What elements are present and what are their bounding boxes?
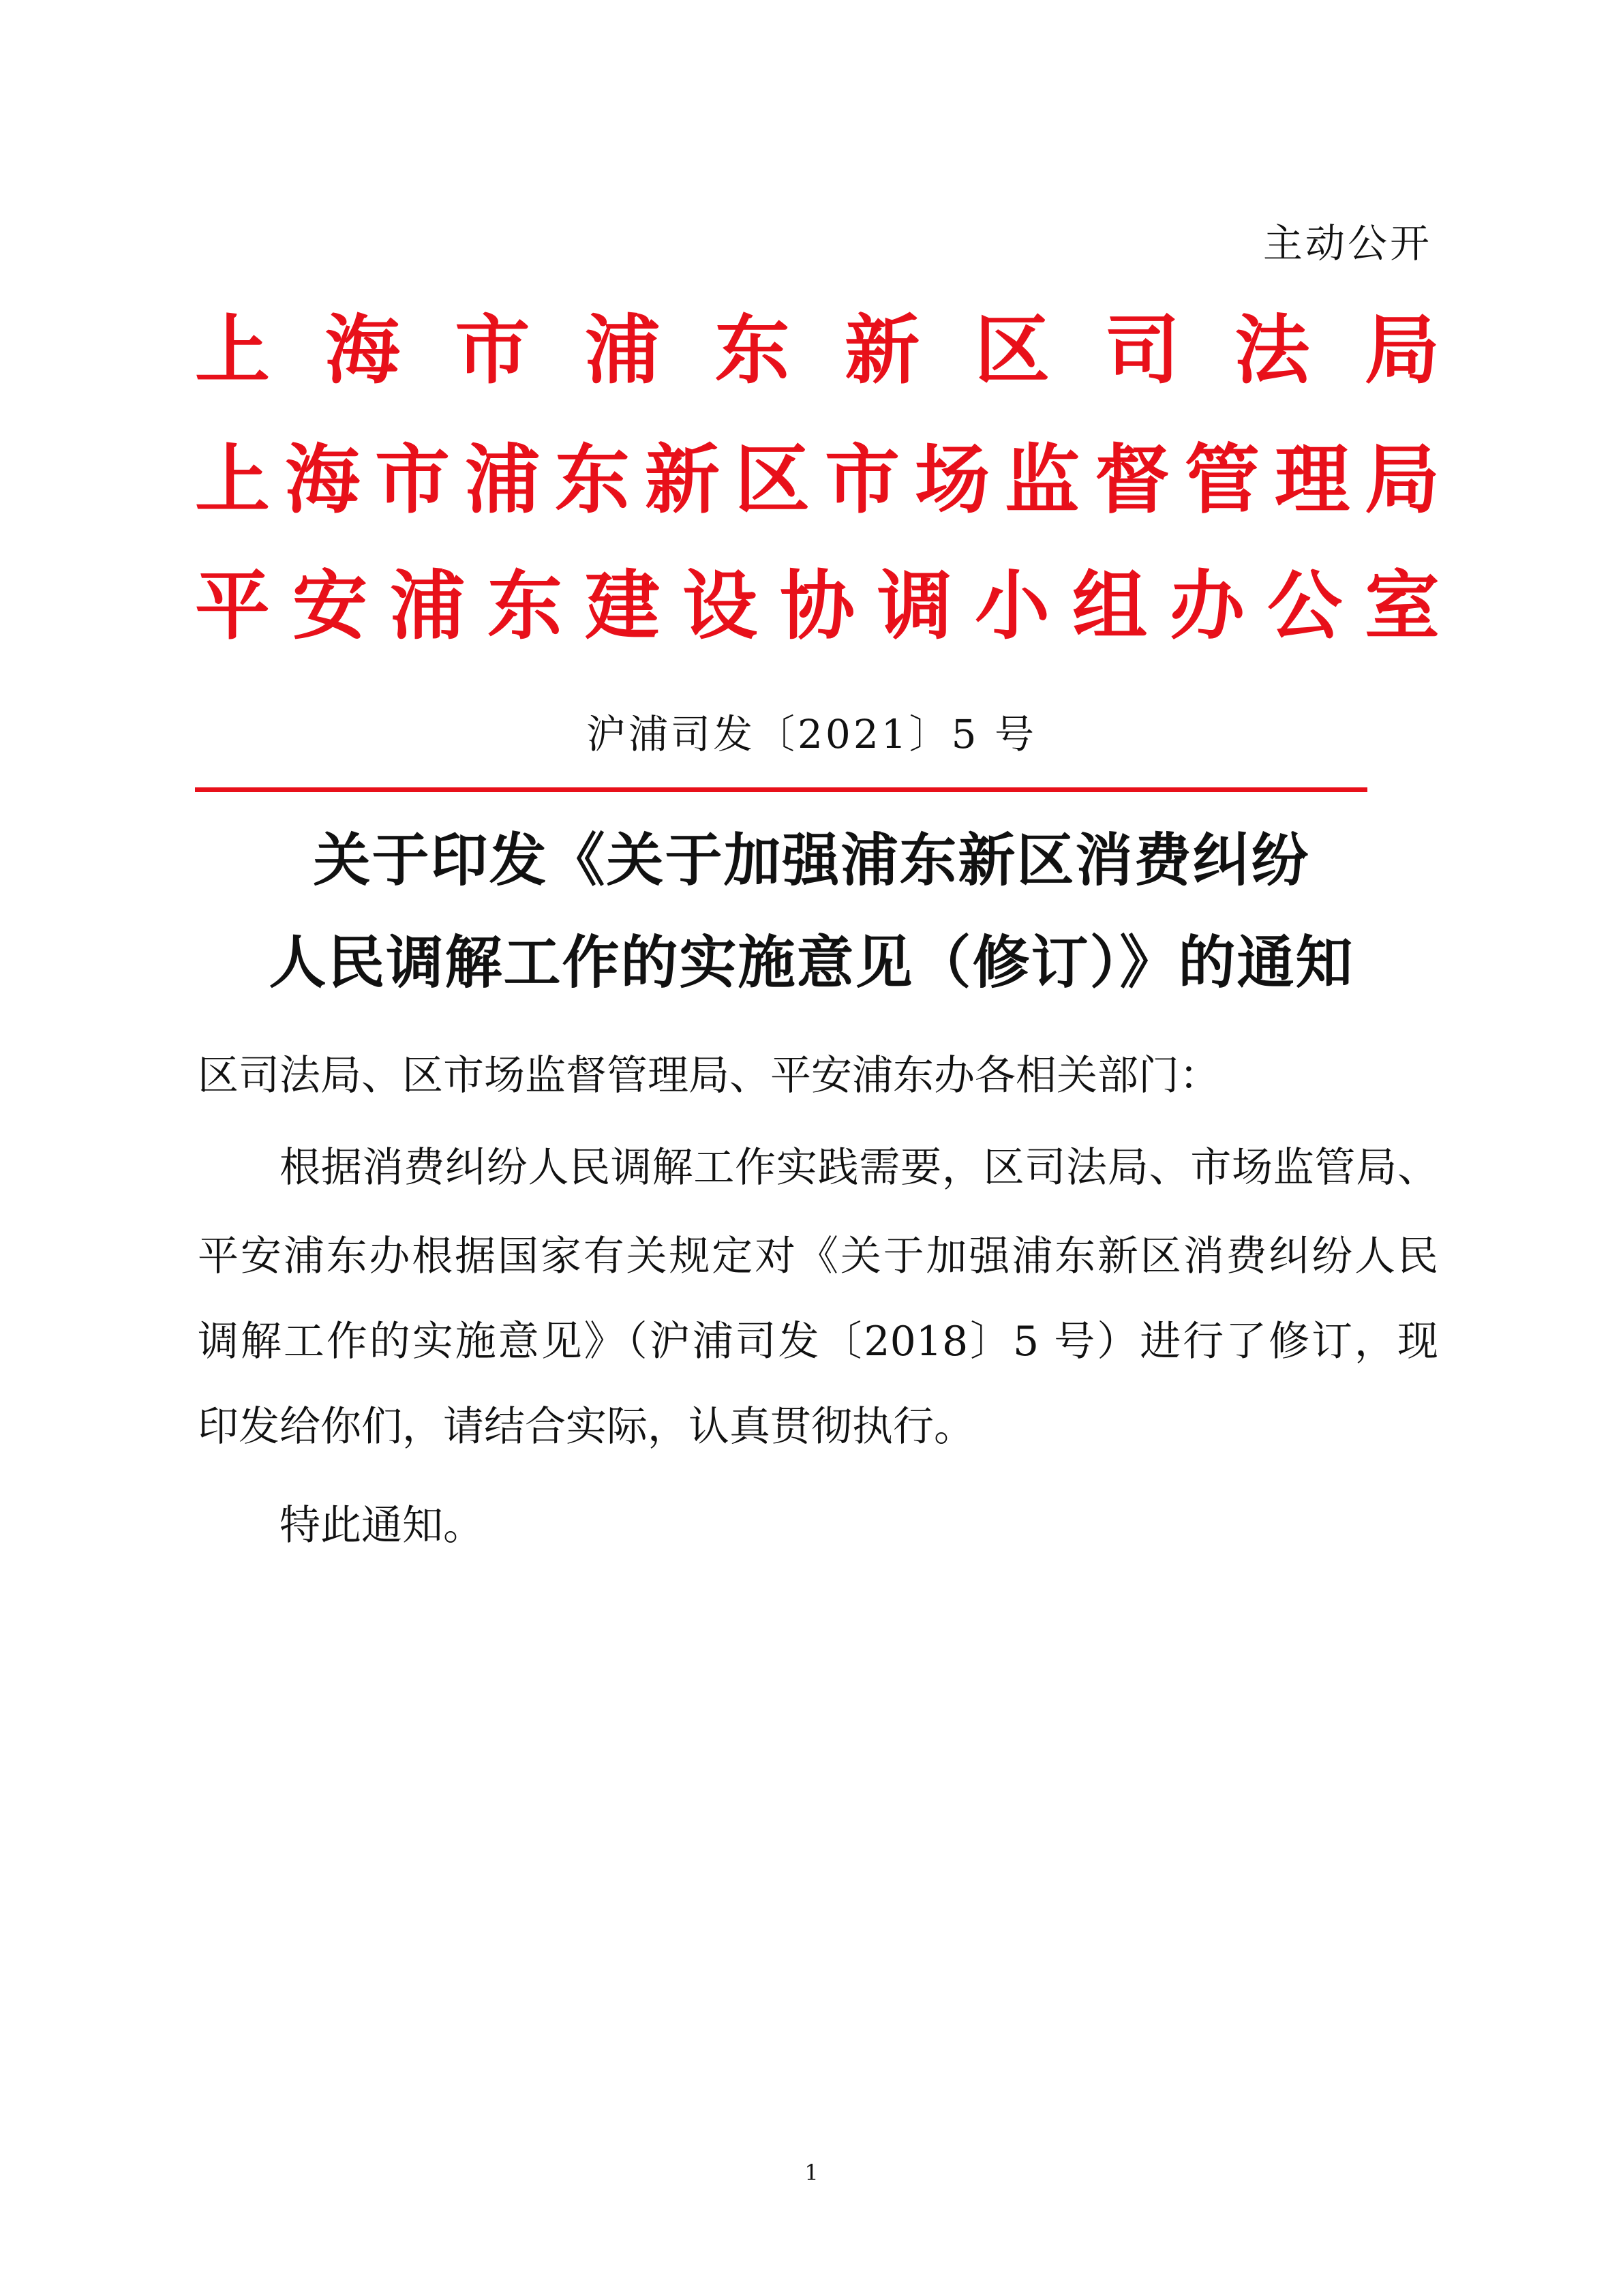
- issuer-char: 安: [292, 562, 367, 650]
- issuer-char: 管: [1185, 436, 1260, 524]
- issuer-char: 平: [195, 562, 270, 650]
- issuer-char: 办: [1170, 562, 1245, 650]
- red-separator-line: [195, 787, 1367, 792]
- issuer-char: 设: [682, 562, 757, 650]
- issuer-char: 新: [645, 436, 720, 524]
- issuer-char: 东: [714, 306, 790, 394]
- issuer-char: 市: [825, 436, 900, 524]
- issuer-char: 监: [1005, 436, 1080, 524]
- issuer-char: 理: [1275, 436, 1350, 524]
- issuer-line-judicial-bureau: [195, 293, 1440, 395]
- issuer-char: 调: [877, 562, 952, 650]
- body-line: 调解工作的实施意见》（沪浦司发〔2018〕5 号）进行了修订，现: [198, 1318, 1438, 1365]
- issuer-char: 小: [975, 562, 1050, 650]
- closing-remark: 特此通知。: [279, 1502, 484, 1550]
- document-number: 沪浦司发〔2021〕5 号: [586, 711, 1037, 757]
- issuer-line-safe-pudong-office: [195, 549, 1440, 651]
- issuer-char: 公: [1267, 562, 1342, 650]
- issuer-char: 组: [1072, 562, 1147, 650]
- issuer-char: 东: [487, 562, 562, 650]
- page-number: 1: [804, 2160, 819, 2186]
- issuer-char: 浦: [390, 562, 465, 650]
- issuer-char: 海: [285, 436, 360, 524]
- issuer-char: 上: [195, 306, 270, 394]
- issuer-char: 法: [1234, 306, 1310, 394]
- issuer-line-market-regulation: [195, 423, 1440, 525]
- issuer-char: 市: [455, 306, 530, 394]
- issuer-char: 浦: [584, 306, 660, 394]
- issuer-char: 新: [845, 306, 920, 394]
- issuer-char: 海: [324, 306, 400, 394]
- issuer-char: 区: [974, 306, 1050, 394]
- body-line: 印发给你们，请结合实际，认真贯彻执行。: [198, 1403, 975, 1451]
- document-title-line-2: 人民调解工作的实施意见（修订）》的通知: [269, 928, 1354, 996]
- issuer-char: 东: [555, 436, 630, 524]
- body-line: 平安浦东办根据国家有关规定对《关于加强浦东新区消费纠纷人民: [198, 1233, 1438, 1280]
- issuer-char: 建: [585, 562, 660, 650]
- issuer-char: 市: [375, 436, 450, 524]
- addressee: 区司法局、区市场监督管理局、平安浦东办各相关部门：: [198, 1052, 1220, 1100]
- issuer-char: 局: [1364, 306, 1440, 394]
- issuer-char: 区: [735, 436, 810, 524]
- issuer-char: 场: [915, 436, 990, 524]
- body-line: 根据消费纠纷人民调解工作实践需要，区司法局、市场监管局、: [279, 1144, 1438, 1192]
- issuer-char: 局: [1365, 436, 1440, 524]
- issuer-char: 浦: [465, 436, 540, 524]
- document-title-line-1: 关于印发《关于加强浦东新区消费纠纷: [313, 826, 1310, 894]
- issuer-char: 上: [195, 436, 270, 524]
- disclosure-label: 主动公开: [1262, 220, 1432, 267]
- issuer-char: 室: [1365, 562, 1440, 650]
- issuer-char: 督: [1095, 436, 1170, 524]
- issuer-char: 司: [1104, 306, 1180, 394]
- issuer-char: 协: [780, 562, 855, 650]
